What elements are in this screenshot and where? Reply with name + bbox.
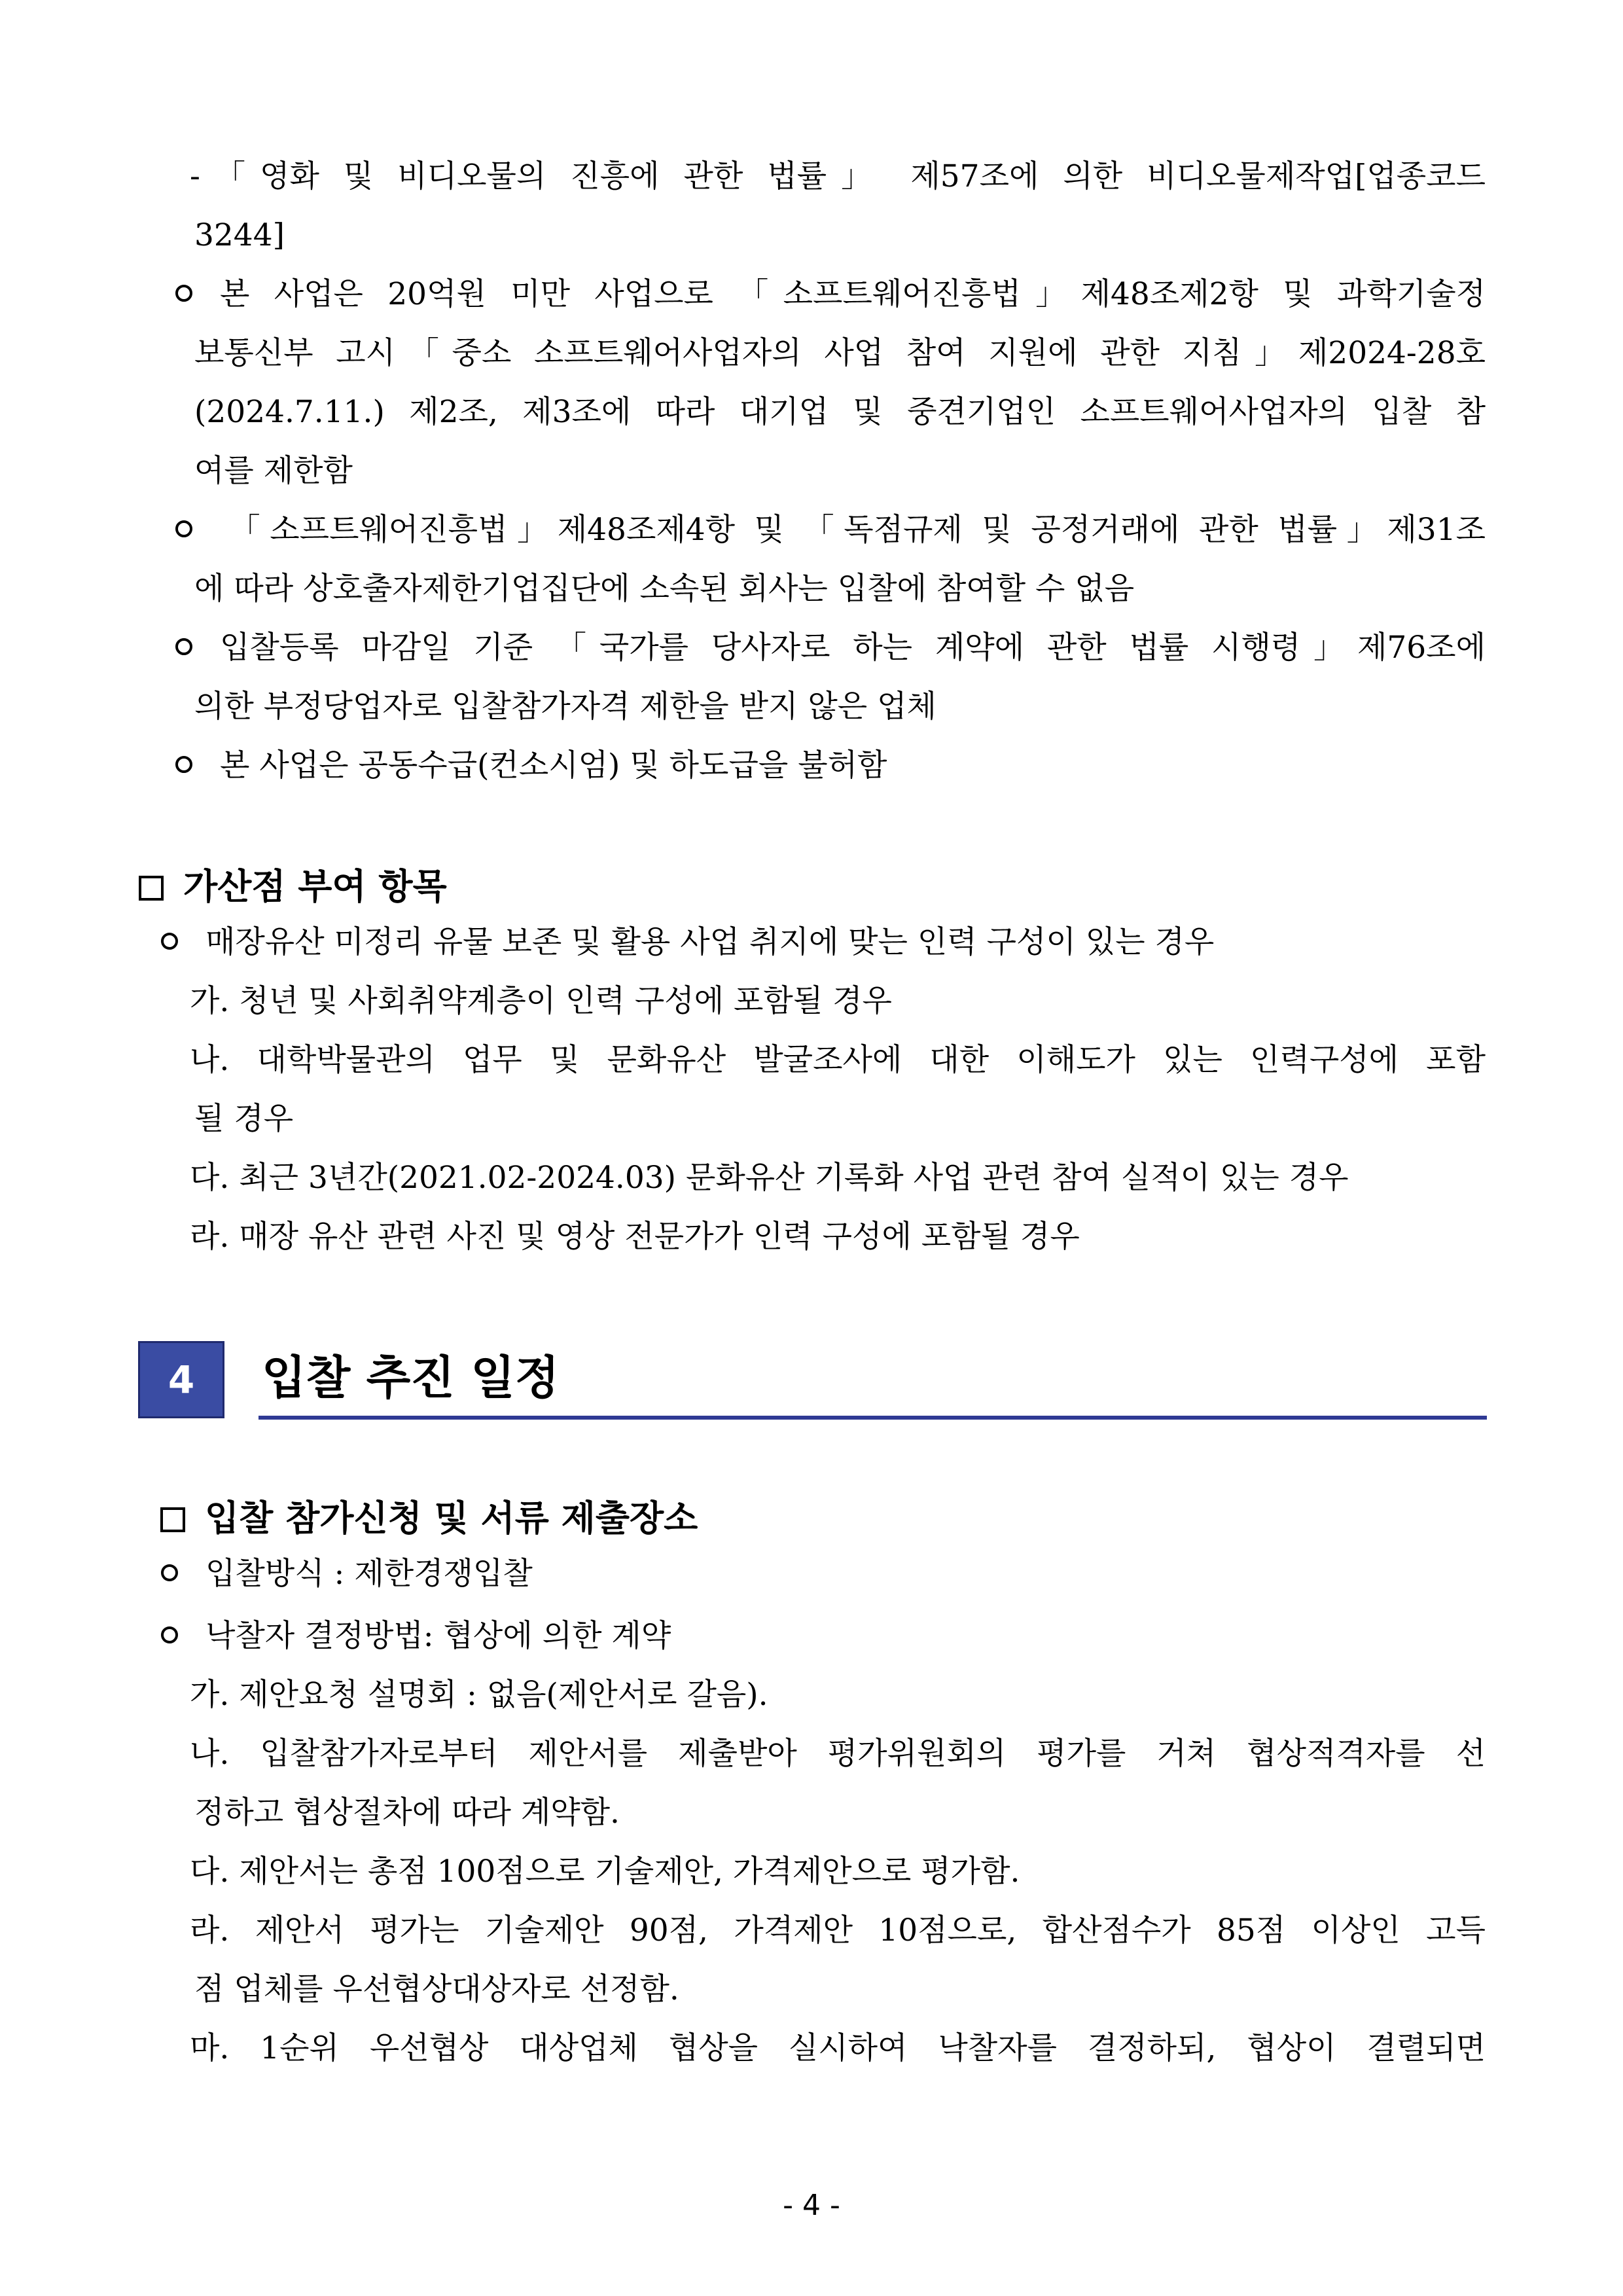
text-line: -「영화 및 비디오물의 진흥에 관한 법률」 제57조에 의한 비디오물제작업[업종코드 [190,158,1486,194]
text-line: (2024.7.11.) 제2조, 제3조에 따라 대기업 및 중견기업인 소프트웨어사업자의 입찰 참 [194,394,1486,430]
bullet-line: 본 사업은 공동수급(컨소시엄) 및 하도급을 불허함 [175,746,887,785]
checkbox-square-icon [139,876,164,901]
bullet-line: 「소프트웨어진흥법」제48조제4항 및 「독점규제 및 공정거래에 관한 법률」제31조 [175,511,1486,550]
circle-bullet-icon [175,756,192,773]
circle-bullet-icon [161,933,178,950]
bullet-line: 입찰방식 : 제한경쟁입찰 [161,1554,533,1594]
section-heading-bonus: 가산점 부여 항목 [139,864,447,910]
text-line: 가. 청년 및 사회취약계층이 인력 구성에 포함될 경우 [190,983,892,1019]
circle-bullet-icon [161,1564,178,1581]
bullet-line: 입찰등록 마감일 기준 「국가를 당사자로 하는 계약에 관한 법률 시행령」제76조에 [175,628,1486,668]
text-line: 다. 최근 3년간(2021.02-2024.03) 문화유산 기록화 사업 관련 참여 실적이 있는 경우 [190,1160,1349,1196]
section-number-badge: 4 [138,1341,224,1418]
section-underline [259,1416,1487,1420]
text-line: 에 따라 상호출자제한기업집단에 소속된 회사는 입찰에 참여할 수 없음 [194,571,1135,607]
text-line: 라. 매장 유산 관련 사진 및 영상 전문가가 인력 구성에 포함될 경우 [190,1219,1080,1255]
circle-bullet-icon [175,285,192,302]
section-heading-bid: 입찰 참가신청 및 서류 제출장소 [160,1496,698,1541]
circle-bullet-icon [175,520,192,537]
checkbox-square-icon [160,1507,185,1532]
bullet-line: 본 사업은 20억원 미만 사업으로 「소프트웨어진흥법」제48조제2항 및 과학기술정 [175,275,1486,314]
text-line: 라. 제안서 평가는 기술제안 90점, 가격제안 10점으로, 합산점수가 85점 이상인 고득 [190,1912,1486,1948]
page-number: - 4 - [783,2189,840,2222]
text-line: 나. 입찰참가자로부터 제안서를 제출받아 평가위원회의 평가를 거쳐 협상적격자를 선 [190,1736,1486,1772]
text-line: 여를 제한함 [194,453,353,489]
text-line: 나. 대학박물관의 업무 및 문화유산 발굴조사에 대한 이해도가 있는 인력구성에 포함 [190,1042,1486,1078]
text-line: 마. 1순위 우선협상 대상업체 협상을 실시하여 낙찰자를 결정하되, 협상이 결렬되면 [190,2030,1486,2066]
text-line: 점 업체를 우선협상대상자로 선정함. [194,1971,679,2007]
bullet-line: 낙찰자 결정방법: 협상에 의한 계약 [161,1617,671,1656]
section-title: 입찰 추진 일정 [262,1351,560,1405]
text-line: 정하고 협상절차에 따라 계약함. [194,1795,620,1831]
text-line: 가. 제안요청 설명회 : 없음(제안서로 갈음). [190,1677,768,1713]
circle-bullet-icon [161,1626,178,1643]
text-line: 다. 제안서는 총점 100점으로 기술제안, 가격제안으로 평가함. [190,1854,1020,1890]
text-line: 보통신부 고시「중소 소프트웨어사업자의 사업 참여 지원에 관한 지침」제2024-28호 [194,335,1486,371]
text-line: 3244] [194,217,285,253]
text-line: 될 경우 [194,1101,294,1137]
circle-bullet-icon [175,638,192,655]
text-line: 의한 부정당업자로 입찰참가자격 제한을 받지 않은 업체 [194,689,936,725]
bullet-line: 매장유산 미정리 유물 보존 및 활용 사업 취지에 맞는 인력 구성이 있는 경우 [161,923,1214,962]
